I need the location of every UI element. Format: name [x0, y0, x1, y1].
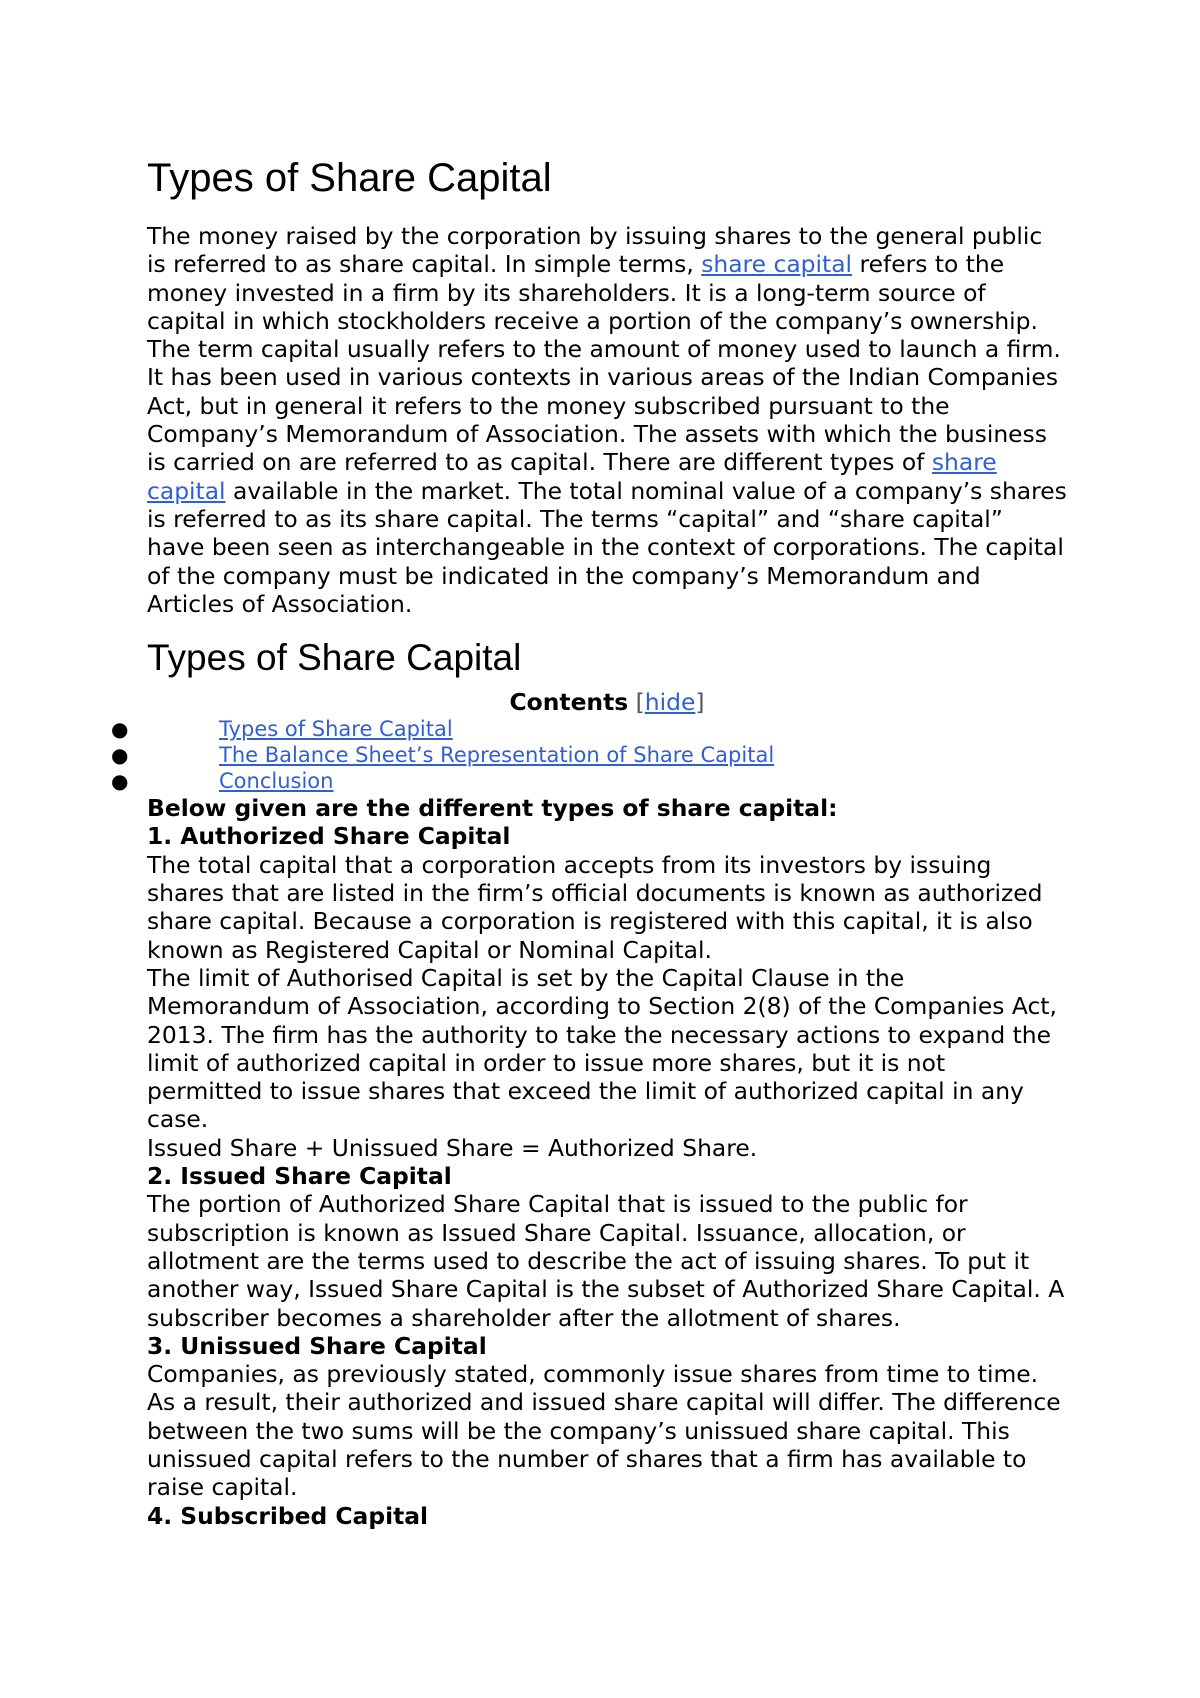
toc-item: [111, 768, 1067, 794]
authorized-heading: 1. Authorized Share Capital: [147, 822, 511, 851]
bullet-icon: ●: [111, 717, 129, 742]
subscribed-heading: 4. Subscribed Capital: [147, 1501, 429, 1530]
toc-list: [111, 716, 1067, 794]
authorized-paragraph-1: The total capital that a corporation accepts from its investors by issuing shares that are listed in the firm’s official documents is known as authorized share capital. Because a corporation is registered with this capital, it is also known as Registered Capital or Nominal Capital.: [147, 850, 1043, 964]
unissued-heading: 3. Unissued Share Capital: [147, 1331, 487, 1360]
toc-open-bracket: [: [635, 688, 645, 717]
authorized-formula: Issued Share + Unissued Share = Authorized Share.: [147, 1133, 758, 1162]
bullet-icon: ●: [111, 743, 129, 768]
toc-item: [111, 742, 1067, 768]
toc-item: [111, 716, 1067, 742]
issued-heading: 2. Issued Share Capital: [147, 1162, 452, 1191]
toc-hide-link[interactable]: hide: [644, 688, 696, 717]
table-of-contents: [111, 688, 1067, 794]
bullet-icon: ●: [111, 769, 129, 794]
toc-close-bracket: ]: [695, 688, 705, 717]
authorized-paragraph-2: The limit of Authorised Capital is set by the Capital Clause in the Memorandum of Association, according to Section 2(8) of the Companies Act, 2013. The firm has the authority to take the necessary actions to expand the limit of authorized capital in order to issue more shares, but it is not permitted to issue shares that exceed the limit of authorized capital in any case.: [147, 963, 1057, 1134]
section-heading: Types of Share Capital: [147, 637, 522, 679]
toc-title-row: [147, 688, 1067, 716]
issued-paragraph: The portion of Authorized Share Capital that is issued to the public for subscription is known as Issued Share Capital. Issuance, allocation, or allotment are the terms used to describe the act of issuing shares. To put it another way, Issued Share Capital is the subset of Authorized Share Capital. A subscriber becomes a shareholder after the allotment of shares.: [147, 1190, 1065, 1332]
page-title: Types of Share Capital: [147, 156, 552, 200]
toc-link-conclusion[interactable]: Conclusion: [219, 769, 334, 794]
intro-text-1: The money raised by the corporation by issuing shares to the general public is referred to as share capital. In simple terms,: [147, 222, 1043, 279]
types-intro: Below given are the different types of share capital:: [147, 794, 838, 823]
share-capital-link-2[interactable]: share capital: [147, 448, 997, 505]
toc-link-types-of-share-capital[interactable]: Types of Share Capital: [219, 717, 453, 742]
toc-link-balance-sheet[interactable]: The Balance Sheet’s Representation of Share Capital: [219, 743, 775, 768]
intro-text-3: available in the market. The total nominal value of a company’s shares is referred to as its share capital. The terms “capital” and “share capital” have been seen as interchangeable in the context of corporations. The capital of the company must be indicated in the company’s Memorandum and Articles of Association.: [147, 476, 1067, 618]
toc-hide-wrapper: [636, 688, 705, 716]
unissued-paragraph: Companies, as previously stated, commonly issue shares from time to time. As a result, their authorized and issued share capital will differ. The difference between the two sums will be the company’s unissued share capital. This unissued capital refers to the number of shares that a firm has available to raise capital.: [147, 1360, 1061, 1502]
share-capital-link-1[interactable]: share capital: [701, 250, 853, 279]
intro-paragraph: [147, 222, 1067, 618]
document-page: [111, 150, 1067, 1530]
intro-text-2: refers to the money invested in a firm by its shareholders. It is a long-term source of capital in which stockholders receive a portion of the company’s ownership. The term capital usually refers to the amount of money used to launch a firm. It has been used in various contexts in various areas of the Indian Companies Act, but in general it refers to the money subscribed pursuant to the Company’s Memorandum of Association. The assets with which the business is carried on are referred to as capital. There are different types of: [147, 250, 1061, 477]
toc-title: Contents: [509, 688, 629, 717]
